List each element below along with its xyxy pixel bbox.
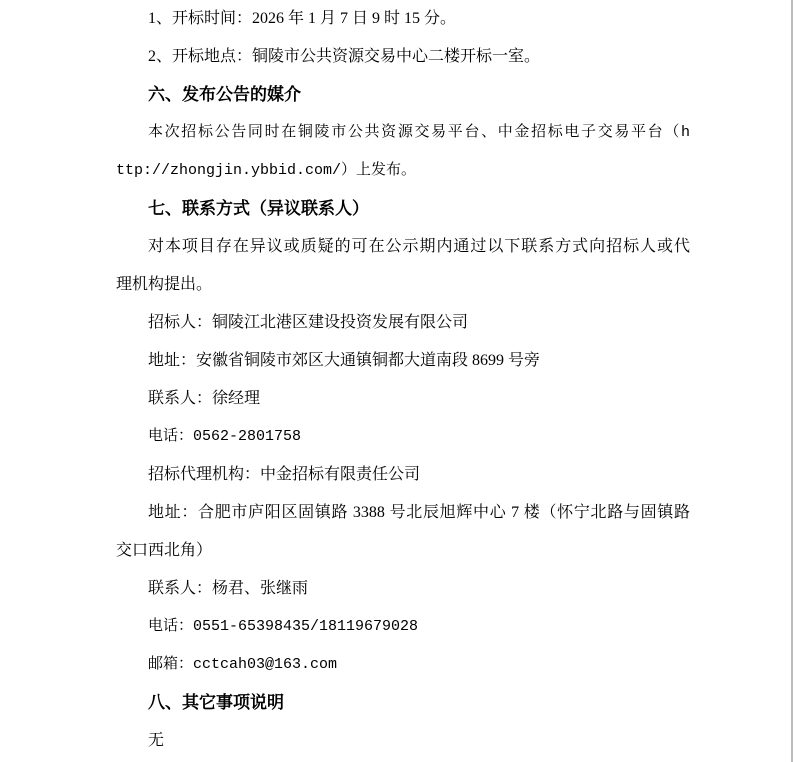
document-line: 地址：合肥市庐阳区固镇路 3388 号北辰旭辉中心 7 楼（怀宁北路与固镇路 (148, 504, 690, 521)
document-line: 招标人：铜陵江北港区建设投资发展有限公司 (148, 314, 469, 331)
document-line: 地址：安徽省铜陵市郊区大通镇铜都大道南段 8699 号旁 (148, 352, 541, 369)
document-line: ttp://zhongjin.ybbid.com/）上发布。 (116, 162, 417, 179)
document-line: 电话：0562-2801758 (148, 428, 302, 445)
document-heading-line: 七、联系方式（异议联系人） (148, 199, 369, 218)
document-line: 无 (148, 732, 165, 749)
document-line: 招标代理机构：中金招标有限责任公司 (148, 466, 421, 483)
document-line: 1、开标时间：2026 年 1 月 7 日 9 时 15 分。 (148, 10, 457, 27)
document-line: 对本项目存在异议或质疑的可在公示期内通过以下联系方式向招标人或代 (148, 238, 690, 255)
document-line: 邮箱：cctcah03@163.com (148, 656, 338, 673)
document-line: 2、开标地点：铜陵市公共资源交易中心二楼开标一室。 (148, 48, 541, 65)
document-body (116, 0, 690, 760)
document-line: 本次招标公告同时在铜陵市公共资源交易平台、中金招标电子交易平台（h (148, 124, 690, 141)
document-heading-line: 六、发布公告的媒介 (148, 85, 301, 104)
document-line: 联系人：杨君、张继雨 (148, 580, 309, 597)
document-line: 联系人：徐经理 (148, 390, 261, 407)
document-heading-line: 八、其它事项说明 (148, 693, 284, 712)
page-right-edge-divider (791, 0, 793, 762)
document-line: 交口西北角） (116, 542, 213, 559)
document-line: 电话：0551-65398435/18119679028 (148, 618, 419, 635)
document-line: 理机构提出。 (116, 276, 213, 293)
